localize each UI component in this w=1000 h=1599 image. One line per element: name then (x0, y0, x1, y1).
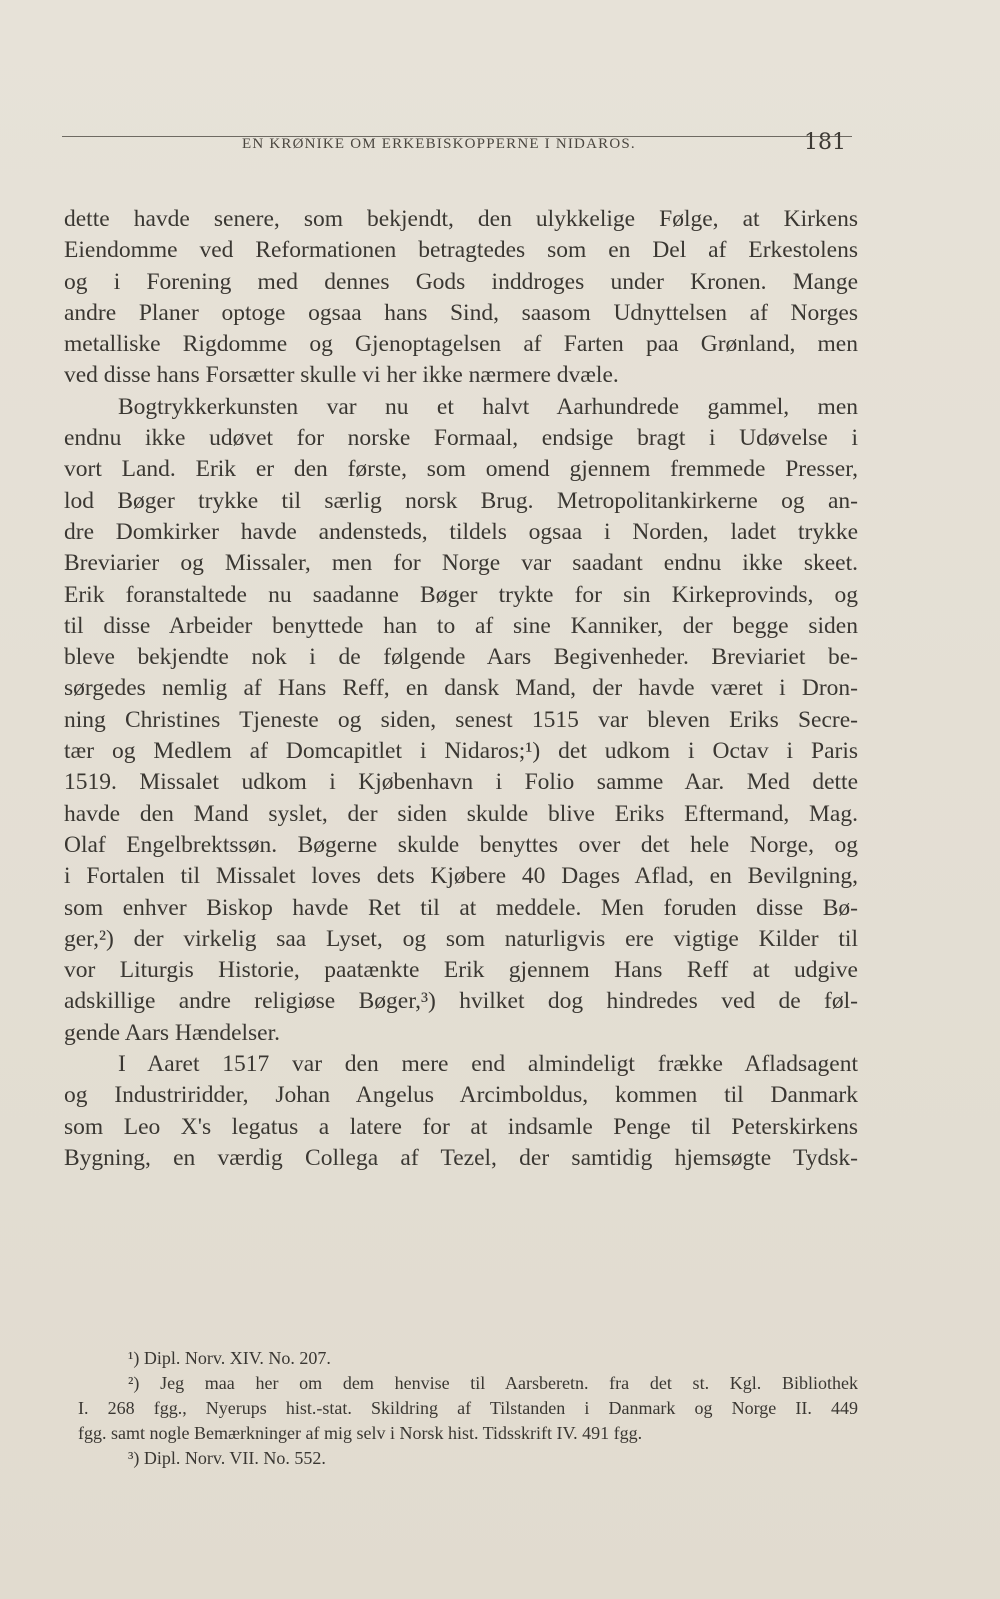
text-line: som enhver Biskop havde Ret til at meddele. Men foruden disse Bø- (64, 894, 858, 921)
text-line: Erik foranstaltede nu saadanne Bøger trykte for sin Kirkeprovinds, og (64, 581, 858, 608)
text-line: dette havde senere, som bekjendt, den ulykkelige Følge, at Kirkens (64, 206, 858, 232)
text-line: metalliske Rigdomme og Gjenoptagelsen af Farten paa Grønland, men (64, 331, 858, 358)
running-title: EN KRØNIKE OM ERKEBISKOPPERNE I NIDAROS. (242, 136, 636, 152)
footnote-line: ¹) Dipl. Norv. XIV. No. 207. (128, 1348, 331, 1368)
text-line: Bogtrykkerkunsten var nu et halvt Aarhundrede gammel, men (118, 393, 858, 420)
text-line: i Fortalen til Missalet loves dets Kjøbere 40 Dages Aflad, en Bevilgning, (64, 863, 858, 890)
text-line: 1519. Missalet udkom i Kjøbenhavn i Folio samme Aar. Med dette (64, 769, 858, 796)
text-line: endnu ikke udøvet for norske Formaal, endsige bragt i Udøvelse i (64, 425, 858, 452)
text-line: Olaf Engelbrektssøn. Bøgerne skulde benyttes over det hele Norge, og (64, 831, 858, 858)
text-line: ning Christines Tjeneste og siden, senest 1515 var bleven Eriks Secre- (64, 706, 858, 733)
body-text (64, 204, 858, 1174)
text-line: Breviarier og Missaler, men for Norge var saadant endnu ikke skeet. (64, 550, 858, 577)
text-line: lod Bøger trykke til særlig norsk Brug. Metropolitankirkerne og an- (64, 487, 858, 514)
text-line: gende Aars Hændelser. (64, 1019, 281, 1046)
text-line: som Leo X's legatus a latere for at indsamle Penge til Peterskirkens (64, 1113, 858, 1140)
text-line: havde den Mand syslet, der siden skulde blive Eriks Eftermand, Mag. (64, 800, 858, 827)
footnote-line: I. 268 fgg., Nyerups hist.-stat. Skildring af Tilstanden i Danmark og Norge II. 449 (78, 1398, 858, 1418)
text-line: vor Liturgis Historie, paatænkte Erik gjennem Hans Reff at udgive (64, 957, 858, 984)
text-line: vort Land. Erik er den første, som omend gjennem fremmede Presser, (64, 456, 858, 483)
text-line: ved disse hans Forsætter skulle vi her ikke nærmere dvæle. (64, 362, 619, 389)
text-line: tær og Medlem af Domcapitlet i Nidaros;¹) det udkom i Octav i Paris (64, 738, 858, 765)
footnote-line: fgg. samt nogle Bemærkninger af mig selv i Norsk hist. Tidsskrift IV. 491 fgg. (78, 1423, 643, 1443)
text-line: ger,²) der virkelig saa Lyset, og som naturligvis ere vigtige Kilder til (64, 925, 858, 952)
text-line: bleve bekjendte nok i de følgende Aars Begivenheder. Breviariet be- (64, 644, 858, 671)
text-line: sørgedes nemlig af Hans Reff, en dansk Mand, der havde været i Dron- (64, 675, 858, 702)
footnotes (78, 1346, 858, 1471)
text-line: til disse Arbeider benyttede han to af sine Kanniker, der begge siden (64, 612, 858, 639)
text-line: adskillige andre religiøse Bøger,³) hvilket dog hindredes ved de føl- (64, 988, 858, 1015)
text-line: I Aaret 1517 var den mere end almindeligt frække Afladsagent (118, 1051, 858, 1078)
page-number: 181 (804, 130, 846, 155)
text-line: Eiendomme ved Reformationen betragtedes som en Del af Erkestolens (64, 237, 858, 264)
text-line: og Industriridder, Johan Angelus Arcimboldus, kommen til Danmark (64, 1082, 858, 1109)
running-header (62, 128, 852, 155)
footnote-line: ²) Jeg maa her om dem henvise til Aarsberetn. fra det st. Kgl. Bibliothek (128, 1373, 858, 1393)
text-line: Bygning, en værdig Collega af Tezel, der samtidig hjemsøgte Tydsk- (64, 1144, 858, 1171)
text-line: andre Planer optoge ogsaa hans Sind, saasom Udnyttelsen af Norges (64, 299, 858, 326)
text-line: dre Domkirker havde andensteds, tildels ogsaa i Norden, ladet trykke (64, 518, 858, 545)
footnote-line: ³) Dipl. Norv. VII. No. 552. (128, 1448, 326, 1468)
text-line: og i Forening med dennes Gods inddroges under Kronen. Mange (64, 268, 858, 295)
